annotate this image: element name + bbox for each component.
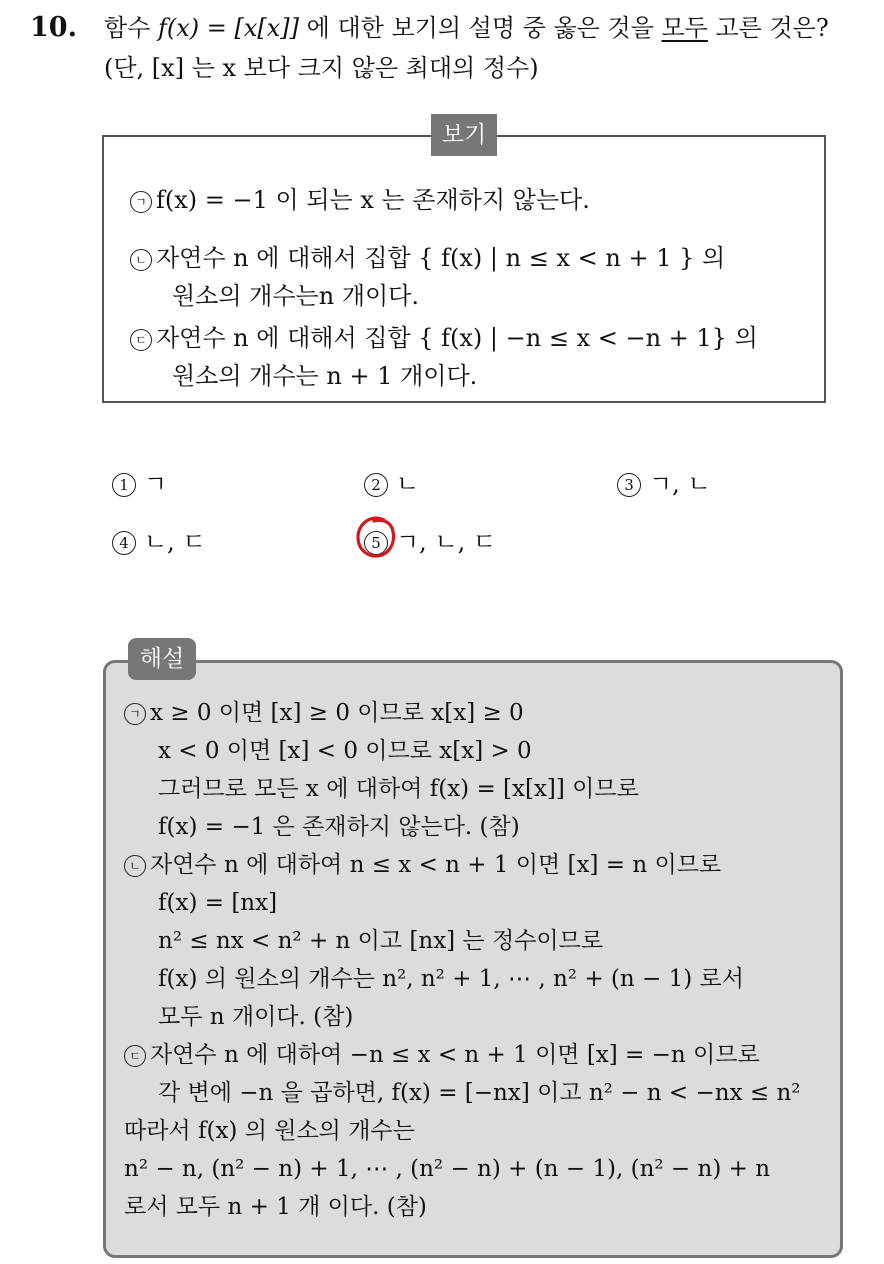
question-stem: 함수 f(x) = [x[x]] 에 대한 보기의 설명 중 옳은 것을 모두 고른 것은? <box>104 14 829 42</box>
exp-line-14: 로서 모두 n + 1 개 이다. (참) <box>124 1194 427 1220</box>
question-number: 10. <box>30 12 77 43</box>
exp-line-4: f(x) = −1 은 존재하지 않는다. (참) <box>158 814 520 840</box>
circled-giyeok: ㄱ <box>124 703 146 725</box>
circled-nieun: ㄴ <box>130 249 152 271</box>
exp-line-2: x < 0 이면 [x] < 0 이므로 x[x] > 0 <box>158 738 532 764</box>
choice-1[interactable]: 1 ㄱ <box>112 472 167 497</box>
exp-line-1: ㄱ x ≥ 0 이면 [x] ≥ 0 이므로 x[x] ≥ 0 <box>124 702 524 725</box>
answer-red-circle <box>354 515 398 561</box>
circled-nieun: ㄴ <box>124 855 146 877</box>
underlined-word: 모두 <box>661 14 708 42</box>
choice-4[interactable]: 4 ㄴ, ㄷ <box>112 530 206 555</box>
exp-line-6: f(x) = [nx] <box>158 890 278 916</box>
exp-line-11: 각 변에 −n 을 곱하면, f(x) = [−nx] 이고 n² − n < −nx ≤ n² <box>158 1080 801 1106</box>
bogi-item-1: ㄱ f(x) = −1 이 되는 x 는 존재하지 않는다. <box>130 188 590 213</box>
exp-line-8: f(x) 의 원소의 개수는 n², n² + 1, ⋯ , n² + (n − 1) 로서 <box>158 966 744 992</box>
bogi-item-2: ㄴ 자연수 n 에 대해서 집합 { f(x) | n ≤ x < n + 1 } 의 <box>130 246 725 271</box>
circled-giyeok: ㄱ <box>130 191 152 213</box>
choice-2[interactable]: 2 ㄴ <box>364 472 419 497</box>
exp-line-13: n² − n, (n² − n) + 1, ⋯ , (n² − n) + (n − 1), (n² − n) + n <box>124 1156 771 1182</box>
exp-line-5: ㄴ 자연수 n 에 대하여 n ≤ x < n + 1 이면 [x] = n 이므로 <box>124 854 721 877</box>
exp-line-7: n² ≤ nx < n² + n 이고 [nx] 는 정수이므로 <box>158 928 604 954</box>
exp-line-3: 그러므로 모든 x 에 대하여 f(x) = [x[x]] 이므로 <box>158 776 639 802</box>
bogi-label: 보기 <box>431 114 497 156</box>
bogi-item-3: ㄷ 자연수 n 에 대해서 집합 { f(x) | −n ≤ x < −n + 1} 의 <box>130 326 758 351</box>
bogi-item-3-cont: 원소의 개수는 n + 1 개이다. <box>172 362 478 390</box>
exp-line-9: 모두 n 개이다. (참) <box>158 1004 354 1030</box>
explanation-label: 해설 <box>128 638 196 680</box>
exp-line-12: 따라서 f(x) 의 원소의 개수는 <box>124 1118 415 1144</box>
circled-digeut: ㄷ <box>124 1045 146 1067</box>
circled-digeut: ㄷ <box>130 329 152 351</box>
choice-3[interactable]: 3 ㄱ, ㄴ <box>617 472 711 497</box>
exp-line-10: ㄷ 자연수 n 에 대하여 −n ≤ x < n + 1 이면 [x] = −n 이므로 <box>124 1044 760 1067</box>
bogi-item-2-cont: 원소의 개수는n 개이다. <box>172 282 419 310</box>
question-condition: (단, [x] 는 x 보다 크지 않은 최대의 정수) <box>104 54 539 82</box>
choice-5[interactable]: 5 ㄱ, ㄴ, ㄷ <box>364 530 496 555</box>
